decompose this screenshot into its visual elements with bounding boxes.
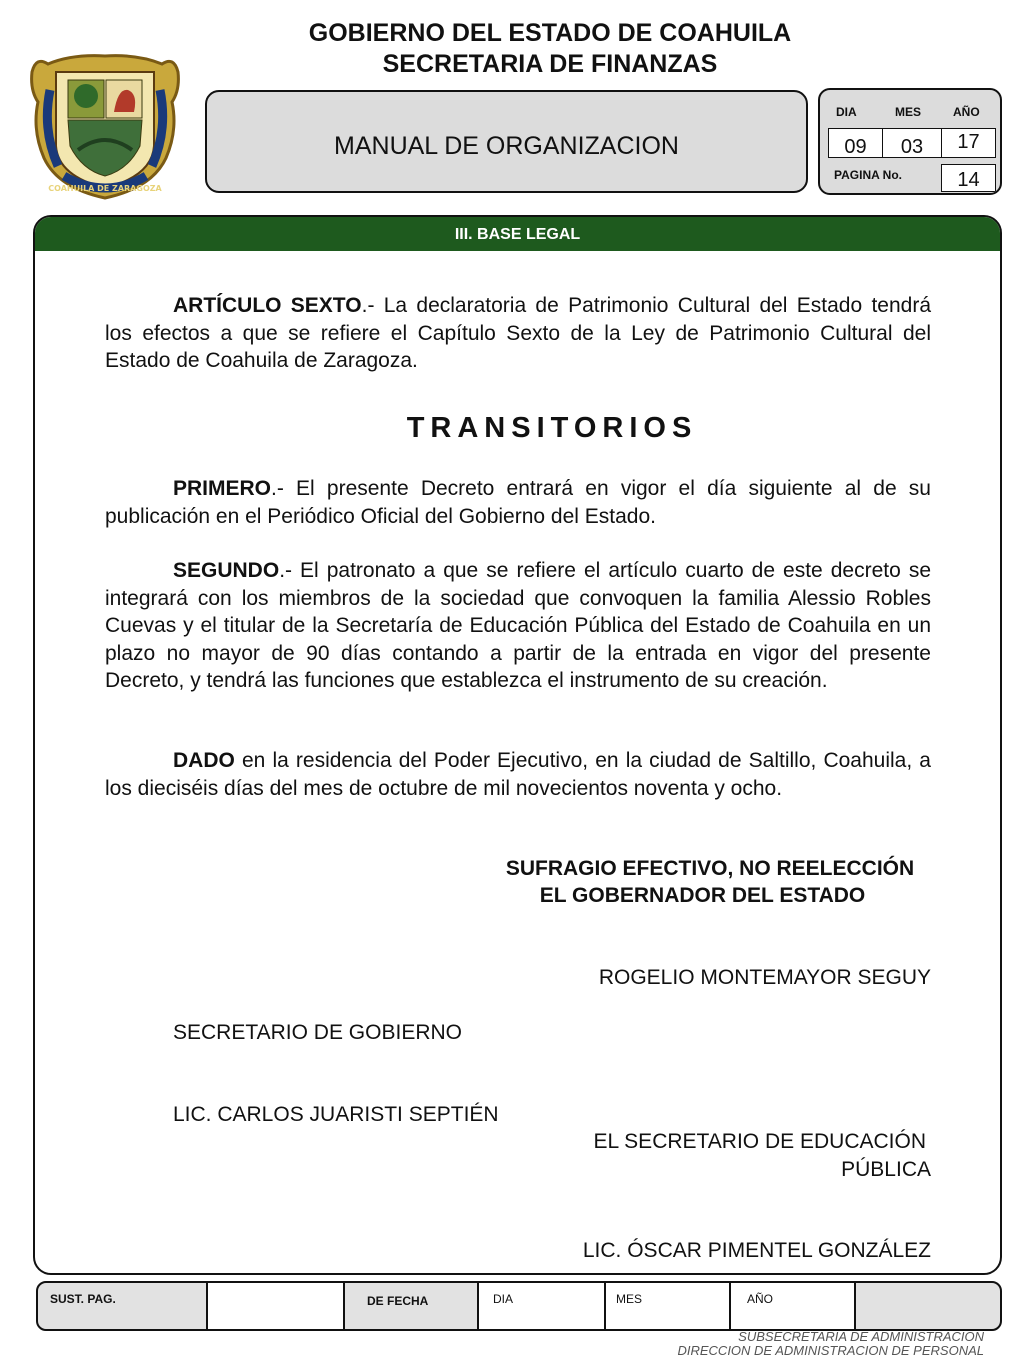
- dado-paragraph: [105, 747, 931, 802]
- articulo-sexto-paragraph: [105, 292, 931, 375]
- sufragio-motto: SUFRAGIO EFECTIVO, NO REELECCIÓN: [505, 857, 915, 880]
- subsecretaria-footer: [677, 1330, 984, 1358]
- manual-title-box: [205, 90, 808, 193]
- footer-ano-label: AÑO: [747, 1292, 774, 1306]
- subsecretaria-line: SUBSECRETARIA DE ADMINISTRACION: [738, 1329, 984, 1344]
- articulo-sexto-text: .- La declaratoria de Patrimonio Cultural del Estado tendrá los efectos a que se refiere el Capítulo Sexto de la Ley de Patrimonio Cultural del Estado de Coahuila de Zaragoza.: [105, 294, 932, 372]
- footer-sust-label: SUST. PAG.: [50, 1292, 116, 1306]
- secretary-education-title-line2: PÚBLICA: [841, 1158, 931, 1181]
- svg-text:COAHUILA DE ZARAGOZA: COAHUILA DE ZARAGOZA: [48, 184, 162, 193]
- footer-dia-label: DIA: [493, 1292, 514, 1306]
- secretariat-name: SECRETARIA DE FINANZAS: [382, 50, 718, 78]
- footer-cell-de-fecha: [345, 1283, 479, 1329]
- secretary-education-name: LIC. ÓSCAR PIMENTEL GONZÁLEZ: [582, 1239, 931, 1262]
- footer-cell-ano: [731, 1283, 856, 1329]
- transitorios-heading: TRANSITORIOS: [406, 412, 698, 444]
- segundo-paragraph: [105, 557, 931, 695]
- page-number-value: 14: [941, 164, 996, 192]
- footer-cell-mes: [606, 1283, 731, 1329]
- articulo-sexto-label: ARTÍCULO SEXTO: [173, 294, 362, 317]
- year-value: 17: [941, 128, 996, 158]
- government-title: [200, 18, 900, 80]
- coahuila-seal-logo: [28, 50, 183, 202]
- section-header: III. BASE LEGAL: [35, 217, 1000, 251]
- secretary-government-name: LIC. CARLOS JUARISTI SEPTIÉN: [173, 1103, 499, 1126]
- month-label: MES: [895, 105, 922, 119]
- primero-text: .- El presente Decreto entrará en vigor el día siguiente al de su publicación en el Periódico Oficial del Gobierno del Estado.: [105, 477, 931, 528]
- dado-text: en la residencia del Poder Ejecutivo, en la ciudad de Saltillo, Coahuila, a los dieciséis días del mes de octubre de mil novecientos noventa y ocho.: [105, 749, 931, 800]
- governor-title: EL GOBERNADOR DEL ESTADO: [539, 884, 866, 907]
- month-value: 03: [882, 128, 942, 158]
- page-number-label: PAGINA No.: [834, 168, 902, 182]
- secretary-government-title: SECRETARIO DE GOBIERNO: [173, 1021, 462, 1044]
- day-label: DIA: [836, 105, 857, 119]
- footer-table: [36, 1281, 1002, 1331]
- day-value: 09: [828, 128, 883, 158]
- footer-cell-sust-value: [208, 1283, 345, 1329]
- secretary-education-title-line1: EL SECRETARIO DE EDUCACIÓN: [593, 1130, 926, 1153]
- manual-title: MANUAL DE ORGANIZACION: [334, 132, 679, 160]
- year-label: AÑO: [953, 105, 980, 119]
- footer-de-fecha-label: DE FECHA: [367, 1294, 429, 1308]
- government-name: GOBIERNO DEL ESTADO DE COAHUILA: [308, 19, 792, 47]
- primero-paragraph: [105, 475, 931, 530]
- footer-cell-dia: [479, 1283, 606, 1329]
- segundo-text: .- El patronato a que se refiere el artículo cuarto de este decreto se integrará con los miembros de la sociedad que convoquen la familia Alessio Robles Cuevas y el titular de la Secretaría de Educación Pública del Estado de Coahuila en un plazo no mayor de 90 días contando a partir de la entrada en vigor del presente Decreto, y tendrá las funciones que establezca el instrumento de su creación.: [105, 559, 931, 692]
- footer-cell-sust: [38, 1283, 208, 1329]
- footer-mes-label: MES: [616, 1292, 643, 1306]
- primero-label: PRIMERO: [173, 477, 272, 500]
- direccion-line: DIRECCION DE ADMINISTRACION DE PERSONAL: [677, 1343, 984, 1358]
- governor-name: ROGELIO MONTEMAYOR SEGUY: [598, 966, 931, 989]
- segundo-label: SEGUNDO: [173, 559, 280, 582]
- dado-label: DADO: [173, 749, 235, 772]
- date-box: [818, 88, 1002, 195]
